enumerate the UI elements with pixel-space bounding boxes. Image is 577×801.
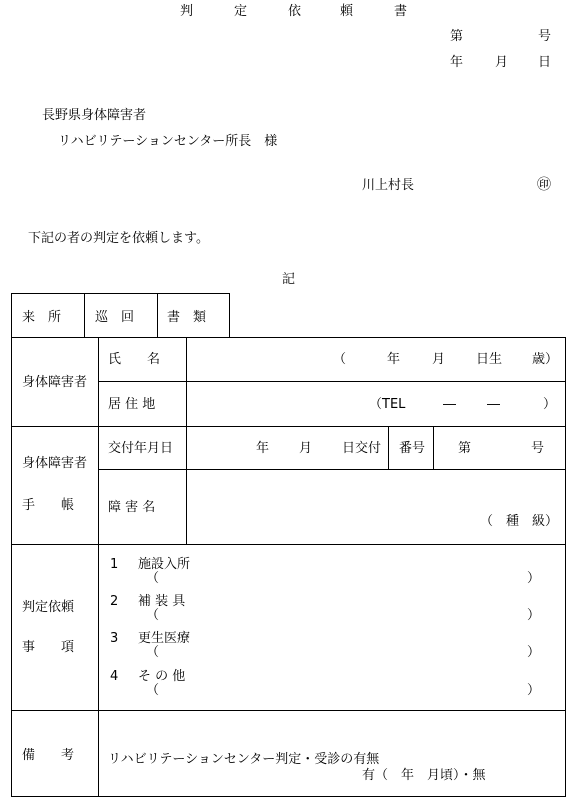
title-char-3: 依 [288, 4, 302, 19]
sender-name: 川上村長 [362, 178, 415, 193]
birth-open: （ [333, 352, 347, 367]
table-left-border [11, 337, 12, 797]
techo-label-line1: 身体障害者 [22, 456, 88, 471]
request-item-4-num: 4 [110, 669, 119, 684]
category-shorui: 書 類 [167, 310, 207, 325]
techo-section-bottom [11, 544, 566, 545]
tel-dash-2: ― [487, 397, 500, 412]
issue-day: 日交付 [342, 441, 382, 456]
cat-divider-1 [84, 293, 85, 337]
techo-number-suffix: 号 [531, 441, 545, 456]
issue-year: 年 [256, 441, 270, 456]
birth-age: 歳） [532, 352, 559, 367]
table-bottom-border [11, 796, 566, 797]
tel-label: （TEL [369, 397, 406, 412]
disability-label: 障 害 名 [108, 500, 156, 515]
cat-divider-2 [157, 293, 158, 337]
birth-day: 日生 [476, 352, 503, 367]
techo-number-label: 番号 [399, 441, 426, 456]
birth-year: 年 [387, 352, 401, 367]
request-item-4-open: （ [146, 683, 160, 698]
table-right-border [565, 337, 566, 797]
person-label-divider [98, 337, 99, 427]
techo-number-divider-1 [388, 426, 389, 470]
cat-top-border [11, 293, 230, 294]
title-char-1: 判 [180, 4, 194, 19]
techo-number-prefix: 第 [458, 441, 472, 456]
request-item-3-close: ） [527, 645, 541, 660]
techo-number-divider-2 [433, 426, 434, 470]
request-item-2-close: ） [527, 608, 541, 623]
name-label: 氏 名 [108, 352, 161, 367]
request-label-divider [98, 544, 99, 797]
title-char-5: 書 [394, 4, 408, 19]
request-item-4-close: ） [527, 683, 541, 698]
category-junkai: 巡 回 [95, 310, 135, 325]
ki-label: 記 [282, 272, 296, 287]
doc-number-suffix: 号 [538, 29, 552, 44]
sender-seal: ㊞ [537, 177, 551, 193]
techo-label-line2: 手 帳 [22, 498, 75, 513]
tel-close: ） [543, 397, 557, 412]
request-item-1-text: 施設入所 [138, 557, 191, 572]
request-item-2-open: （ [146, 608, 160, 623]
remarks-label: 備 考 [22, 748, 75, 763]
addressee-line1: 長野県身体障害者 [42, 108, 147, 123]
request-label-line2: 事 項 [22, 640, 75, 655]
doc-number-prefix: 第 [450, 29, 464, 44]
table-top-border [11, 337, 566, 338]
person-row-divider [98, 381, 566, 382]
date-day: 日 [538, 55, 552, 70]
request-item-1-open: （ [146, 571, 160, 586]
request-label-line1: 判定依頼 [22, 600, 75, 615]
addressee-line2: リハビリテーションセンター所長 様 [58, 134, 278, 149]
request-item-3-text: 更生医療 [138, 631, 191, 646]
person-section-bottom [11, 426, 566, 427]
request-item-2-text: 補 装 具 [138, 594, 186, 609]
person-field-divider [186, 337, 187, 427]
issue-month: 月 [299, 441, 313, 456]
tel-dash-1: ― [443, 397, 456, 412]
category-raisho: 来 所 [22, 310, 62, 325]
request-item-1-num: 1 [110, 557, 119, 572]
title-char-4: 頼 [340, 4, 354, 19]
request-item-4-text: そ の 他 [138, 669, 186, 684]
techo-row-divider [98, 469, 566, 470]
remarks-line2: 有（ 年 月頃）・無 [362, 768, 486, 783]
cat-right-border [229, 293, 230, 337]
request-statement: 下記の者の判定を依頼します。 [28, 231, 209, 246]
cat-left-border [11, 293, 12, 337]
request-item-3-num: 3 [110, 631, 119, 646]
techo-field-divider [186, 426, 187, 545]
person-section-label: 身体障害者 [22, 375, 88, 390]
issue-date-label: 交付年月日 [108, 441, 174, 456]
date-year: 年 [450, 55, 464, 70]
address-label: 居 住 地 [108, 397, 156, 412]
date-month: 月 [495, 55, 509, 70]
request-item-2-num: 2 [110, 594, 119, 609]
request-item-1-close: ） [527, 571, 541, 586]
birth-month: 月 [432, 352, 446, 367]
request-section-bottom [11, 710, 566, 711]
disability-grade: （ 種 級） [480, 514, 559, 529]
request-item-3-open: （ [146, 645, 160, 660]
remarks-line1: リハビリテーションセンター判定・受診の有無 [108, 752, 380, 767]
title-char-2: 定 [234, 4, 248, 19]
techo-label-divider [98, 426, 99, 545]
